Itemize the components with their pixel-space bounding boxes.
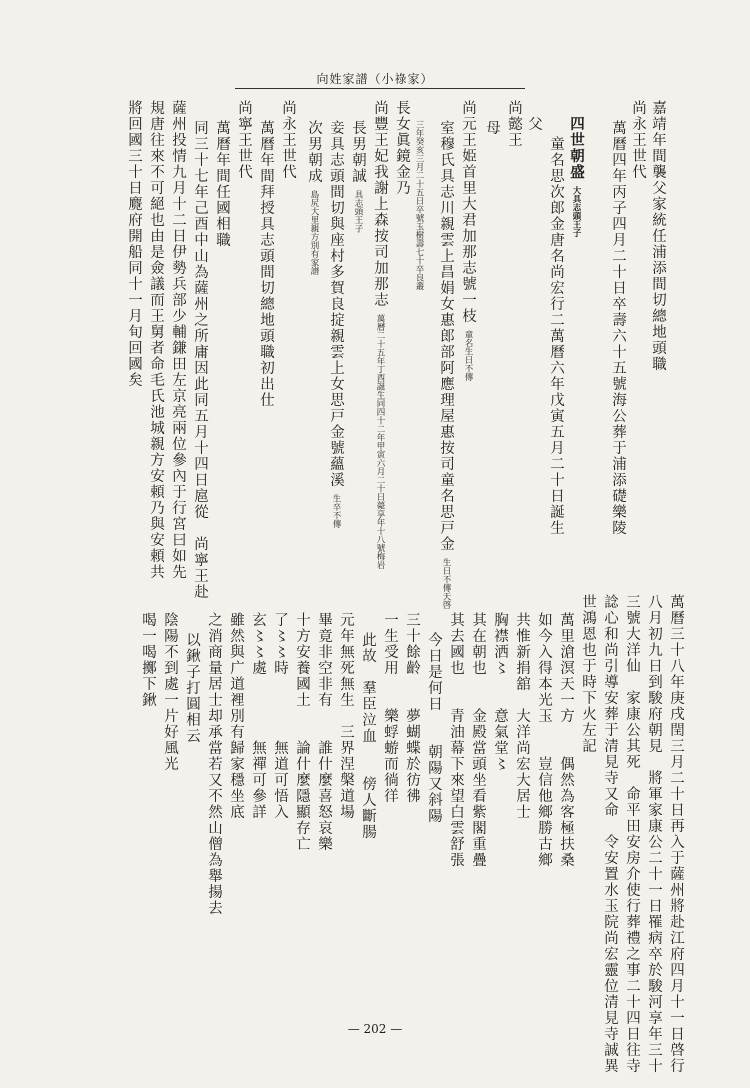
genealogy-column bbox=[628, 100, 648, 180]
column-text: 薩州投情九月十二日伊勢兵部少輔鎌田左京亮兩位參內于行宮曰如先 bbox=[170, 100, 186, 580]
column-text: 其在朝也 金殿當頭坐看紫閣重疊 bbox=[470, 612, 486, 868]
funeral-verse-column bbox=[380, 612, 400, 804]
funeral-verse-column bbox=[314, 612, 334, 852]
column-text: 諗心和尚引導安葬于清見寺又命 令安置水玉院尚宏靈位清見寺誠異 bbox=[602, 594, 618, 1074]
column-text: 萬里滄溟天一方 偶然為客極扶桑 bbox=[558, 612, 574, 868]
column-text: 長男朝誠 bbox=[350, 120, 366, 184]
column-text: 將回國三十日麑府開船同十一月旬回國矣 bbox=[126, 100, 142, 388]
column-annotation: 大具志頭王子 bbox=[571, 186, 581, 237]
funeral-verse-column bbox=[336, 612, 356, 820]
funeral-verse-column bbox=[644, 594, 664, 1074]
column-annotation: 具志頭王子 bbox=[353, 190, 363, 233]
column-text: 父 bbox=[526, 116, 542, 132]
column-annotation: 萬曆二十五年丁酉誕生同四十二年甲寅六月二十日薨享年十八號梅岩 bbox=[375, 314, 385, 569]
column-text: 共惟新捐舘 大洋尚宏大居士 bbox=[514, 612, 530, 820]
funeral-verse-column bbox=[424, 632, 444, 824]
column-text: 尚永王世代 bbox=[280, 100, 296, 180]
genealogy-column bbox=[278, 100, 298, 180]
column-text: 長女眞鏡金乃 bbox=[394, 100, 410, 196]
column-text: 此故 羣臣泣血 傍人斷腸 bbox=[360, 632, 376, 840]
column-text: 畢竟非空非有 誰什麼喜怒哀樂 bbox=[316, 612, 332, 852]
column-text: 以鍬子打圓相云 bbox=[184, 632, 200, 744]
column-text: 之消商量居士却承當若又不然山僧為舉揚去 bbox=[206, 612, 222, 916]
column-text: 三十餘齡 夢蝴蝶於彷彿 bbox=[404, 612, 420, 804]
column-text: 玄〻〻處 無禪可參詳 bbox=[250, 612, 266, 820]
genealogy-column bbox=[566, 116, 586, 237]
column-text: 喝一喝擲下鍬 bbox=[140, 612, 156, 708]
genealogy-column bbox=[648, 100, 668, 372]
page-header: 向姓家譜（小祿家） bbox=[316, 72, 434, 86]
genealogy-column bbox=[436, 120, 456, 609]
column-text: 同三十七年己酉中山為薩州之所庸因此同五月十四日扈從 尚寧王赴 bbox=[192, 120, 208, 600]
column-text: 如今入得本光玉 豈信他鄉勝古鄉 bbox=[536, 612, 552, 868]
column-annotation: 生日不傳天啓 bbox=[441, 558, 451, 609]
genealogy-column bbox=[124, 100, 144, 388]
funeral-verse-column bbox=[468, 612, 488, 868]
column-text: 萬曆四年丙子四月二十日卒壽六十五號海公葬于浦添礎樂陵 bbox=[610, 120, 626, 536]
funeral-verse-column bbox=[512, 612, 532, 820]
column-text: 規唐往來不可絕也由是僉議而王舅者命毛氏池城親方安頼乃與安頼共 bbox=[148, 100, 164, 580]
column-text: 雖然與广道裡別有歸家穩坐底 bbox=[228, 612, 244, 820]
genealogy-column bbox=[370, 100, 390, 569]
column-text: 今日是何日 朝陽又斜陽 bbox=[426, 632, 442, 824]
genealogy-column bbox=[190, 120, 210, 600]
funeral-verse-column bbox=[600, 594, 620, 1074]
funeral-verse-column bbox=[248, 612, 268, 820]
genealogy-column bbox=[504, 100, 524, 148]
column-text: 嘉靖年間襲父家統任浦添間切總地頭職 bbox=[650, 100, 666, 372]
funeral-verse-column bbox=[204, 612, 224, 916]
column-text: 尚寧王世代 bbox=[236, 100, 252, 180]
funeral-verse-column bbox=[446, 612, 466, 868]
column-text: 十方安養國土 論什麼隱顯存亡 bbox=[294, 612, 310, 852]
funeral-verse-column bbox=[270, 612, 290, 820]
column-text: 陰陽不到處一片好風光 bbox=[162, 612, 178, 772]
funeral-verse-column bbox=[292, 612, 312, 852]
funeral-verse-column bbox=[666, 594, 686, 1074]
funeral-verse-column bbox=[578, 594, 598, 754]
funeral-verse-column bbox=[182, 632, 202, 744]
genealogy-column bbox=[146, 100, 166, 580]
funeral-verse-column bbox=[358, 632, 378, 840]
column-text: 尚元王姫首里大君加那志號一枝 bbox=[460, 100, 476, 324]
column-text: 萬曆三十八年庚戌閏三月二十日再入于薩州將赴江府四月十一日啓行 bbox=[668, 594, 684, 1074]
column-text: 了〻〻時 無道可悟入 bbox=[272, 612, 288, 820]
genealogy-column bbox=[212, 120, 232, 248]
column-text: 次男朝成 bbox=[306, 120, 322, 184]
genealogy-column bbox=[168, 100, 188, 580]
header-rule bbox=[235, 88, 525, 89]
genealogy-column bbox=[326, 120, 346, 528]
genealogy-column bbox=[524, 116, 544, 132]
column-text: 世鴻恩也于時下火左記 bbox=[580, 594, 596, 754]
genealogy-column bbox=[392, 100, 412, 196]
column-text: 尚豐王妃我謝上森按司加那志 bbox=[372, 100, 388, 308]
column-text: 元年無死無生 三界涅槃道場 bbox=[338, 612, 354, 820]
column-text: 童名思次郎金唐名尚宏行二萬曆六年戊寅五月二十日誕生 bbox=[548, 136, 564, 536]
funeral-verse-column bbox=[402, 612, 422, 804]
column-text: 萬曆年間拜授具志頭間切總地頭職初出仕 bbox=[258, 120, 274, 408]
genealogy-column bbox=[348, 120, 368, 233]
genealogy-column bbox=[414, 120, 424, 290]
genealogy-column bbox=[546, 136, 566, 536]
column-text: 尚懿王 bbox=[506, 100, 522, 148]
column-annotation: 童名生日不傳 bbox=[463, 330, 473, 381]
column-text: 八月初九日到駿府朝見 將軍家康公二十一日罹病卒於駿河享年三十 bbox=[646, 594, 662, 1074]
column-text: 三年癸亥三月二十五日卒號玉樹壽七十卒良叢 bbox=[414, 120, 424, 290]
funeral-verse-column bbox=[556, 612, 576, 868]
column-text: 三號大洋仙 家康公其死 命平田安房介使行葬禮之事二十四日往寺 bbox=[624, 594, 640, 1074]
column-text: 胸襟洒〻 意氣堂〻 bbox=[492, 612, 508, 772]
column-text: 其去國也 青油幕下來望白雲舒張 bbox=[448, 612, 464, 868]
funeral-verse-column bbox=[160, 612, 180, 772]
funeral-verse-column bbox=[534, 612, 554, 868]
column-text: 一生受用 樂蜉蝣而徜徉 bbox=[382, 612, 398, 804]
funeral-verse-column bbox=[490, 612, 510, 772]
column-text: 四世朝盛 bbox=[568, 116, 585, 180]
column-text: 尚永王世代 bbox=[630, 100, 646, 180]
column-annotation: 島尻大里親方別有家譜 bbox=[309, 190, 319, 275]
genealogy-column bbox=[608, 120, 628, 536]
column-text: 室穆氏具志川親雲上昌娟女惠郎部阿應理屋惠按司童名思戸金 bbox=[438, 120, 454, 552]
funeral-verse-column bbox=[226, 612, 246, 820]
column-text: 萬曆年間任國相職 bbox=[214, 120, 230, 248]
funeral-verse-column bbox=[622, 594, 642, 1074]
genealogy-column bbox=[482, 120, 502, 136]
genealogy-column bbox=[234, 100, 254, 180]
column-text: 母 bbox=[484, 120, 500, 136]
genealogy-column bbox=[304, 120, 324, 275]
column-text: 妾具志頭間切與座村多賀良掟親雲上女思戸金號蘊溪 bbox=[328, 120, 344, 488]
column-annotation: 生卒不傳 bbox=[331, 494, 341, 528]
genealogy-column bbox=[256, 120, 276, 408]
page-number: — 202 — bbox=[347, 1022, 403, 1036]
funeral-verse-column bbox=[138, 612, 158, 708]
genealogy-column bbox=[458, 100, 478, 381]
